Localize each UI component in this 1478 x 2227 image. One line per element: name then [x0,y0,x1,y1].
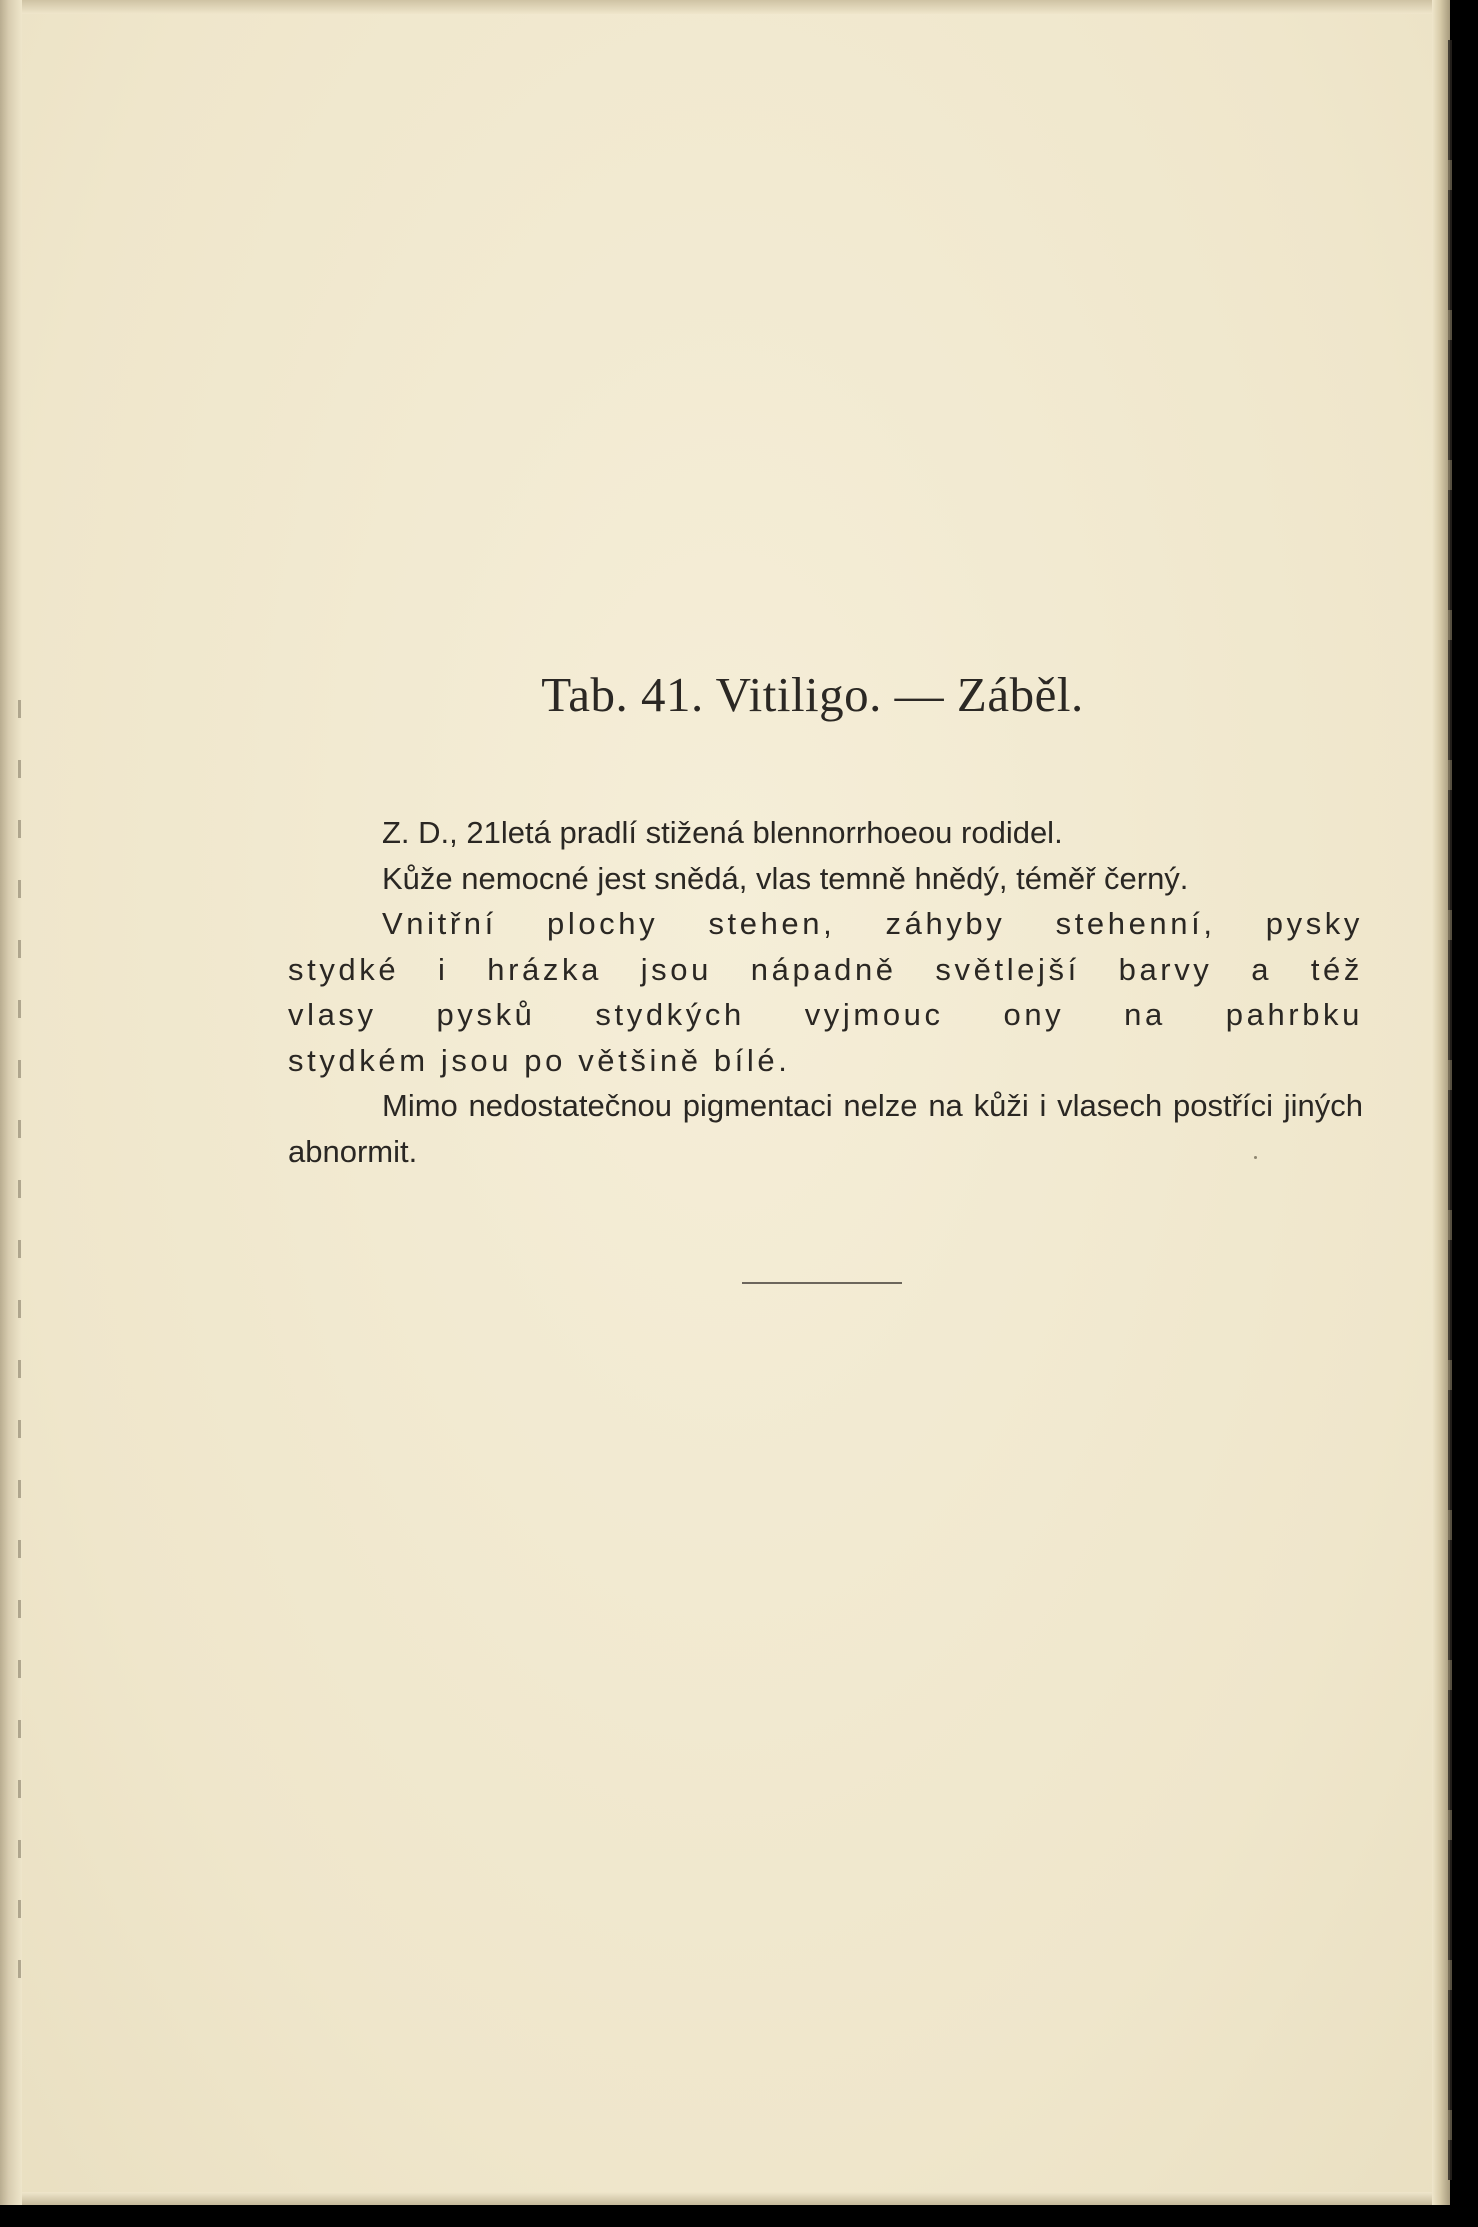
paragraph-patient [288,810,1363,856]
paragraph-skin [288,856,1363,902]
paragraph-findings [288,901,1363,1083]
paragraph-line: Kůže nemocné jest snědá, vlas temně hnědý, téměř černý. [382,860,1189,896]
paragraph-line: Z. D., 21letá pradlí stižená blennorrhoeou rodidel. [382,815,1063,850]
plate-description [288,810,1363,1174]
plate-title: Tab. 41. Vitiligo. — Záběl. [541,667,1084,722]
binding-marks-right [1448,40,1452,2180]
paper-bottom-edge [0,2192,1450,2205]
paragraph-line: Mimo nedostatečnou pigmentaci nelze na kůži i vlasech postříci jiných abnormit. [288,1088,1363,1169]
paragraph-line: stydkém jsou po většině bílé. [288,1042,791,1078]
binding-marks-left [18,700,21,2000]
paragraph-line: Vnitřní plochy stehen, záhyby stehenní, pysky [382,906,1363,941]
paragraph-line: stydké i hrázka jsou nápadně světlejší barvy a též [288,951,1363,987]
section-divider [742,1282,902,1284]
paragraph-line: vlasy pysků stydkých vyjmouc ony na pahrbku [288,997,1363,1032]
paragraph-conclusion [288,1083,1363,1174]
paper-speck [1254,1156,1257,1159]
paper-top-edge [0,0,1450,14]
